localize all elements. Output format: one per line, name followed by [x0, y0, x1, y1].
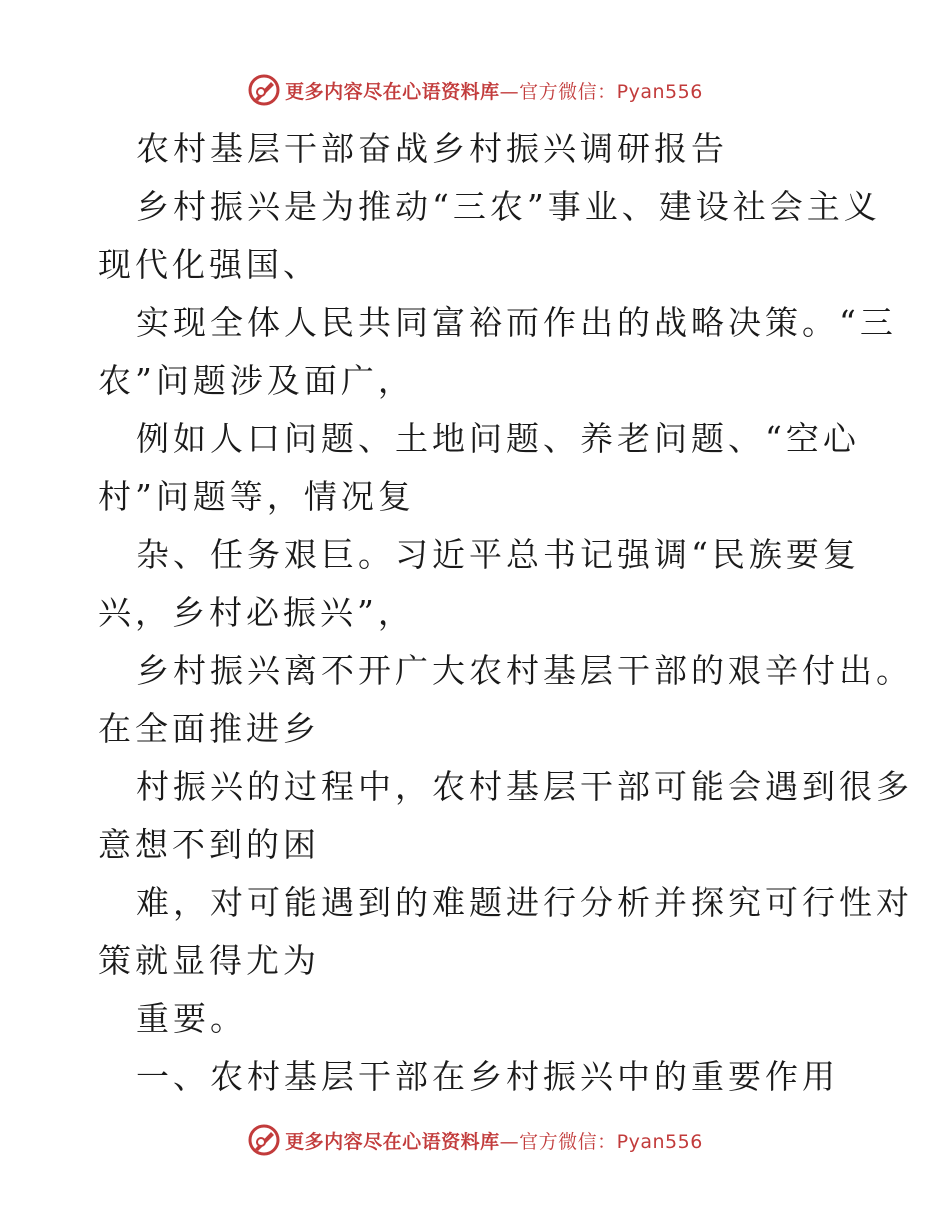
document-line: 兴，乡村必振兴”，: [98, 593, 415, 632]
document-line: 村”问题等，情况复: [98, 477, 415, 516]
document-line: 乡村振兴离不开广大农村基层干部的艰辛付出。: [136, 651, 913, 690]
watermark-primary: 更多内容尽在心语资料库: [285, 1130, 500, 1153]
document-line: 例如人口问题、土地问题、养老问题、“空心: [136, 419, 860, 458]
quill-logo-icon: [247, 1123, 281, 1157]
header-watermark: [0, 70, 950, 110]
document-line: 村振兴的过程中，农村基层干部可能会遇到很多: [136, 767, 913, 806]
quill-logo-icon: [247, 73, 281, 107]
document-line: 重要。: [136, 999, 247, 1038]
document-line: 策就显得尤为: [98, 941, 320, 980]
document-line: 实现全体人民共同富裕而作出的战略决策。“三: [136, 303, 897, 342]
document-line: 现代化强国、: [98, 245, 320, 284]
document-line: 难，对可能遇到的难题进行分析并探究可行性对: [136, 883, 913, 922]
document-line: 在全面推进乡: [98, 709, 320, 748]
document-line: 农村基层干部奋战乡村振兴调研报告: [136, 129, 728, 168]
document-line: 一、农村基层干部在乡村振兴中的重要作用: [136, 1057, 839, 1096]
document-line: 杂、任务艰巨。习近平总书记强调“民族要复: [136, 535, 860, 574]
watermark-secondary: —官方微信：Pyan556: [499, 80, 703, 103]
watermark-text: [285, 77, 703, 104]
footer-watermark: [0, 1120, 950, 1160]
watermark-secondary: —官方微信：Pyan556: [499, 1130, 703, 1153]
watermark-primary: 更多内容尽在心语资料库: [285, 80, 500, 103]
document-line: 乡村振兴是为推动“三农”事业、建设社会主义: [136, 187, 881, 226]
document-line: 意想不到的困: [98, 825, 320, 864]
document-line: 农”问题涉及面广，: [98, 361, 415, 400]
document-body: [98, 120, 913, 1106]
watermark-text: [285, 1127, 703, 1154]
